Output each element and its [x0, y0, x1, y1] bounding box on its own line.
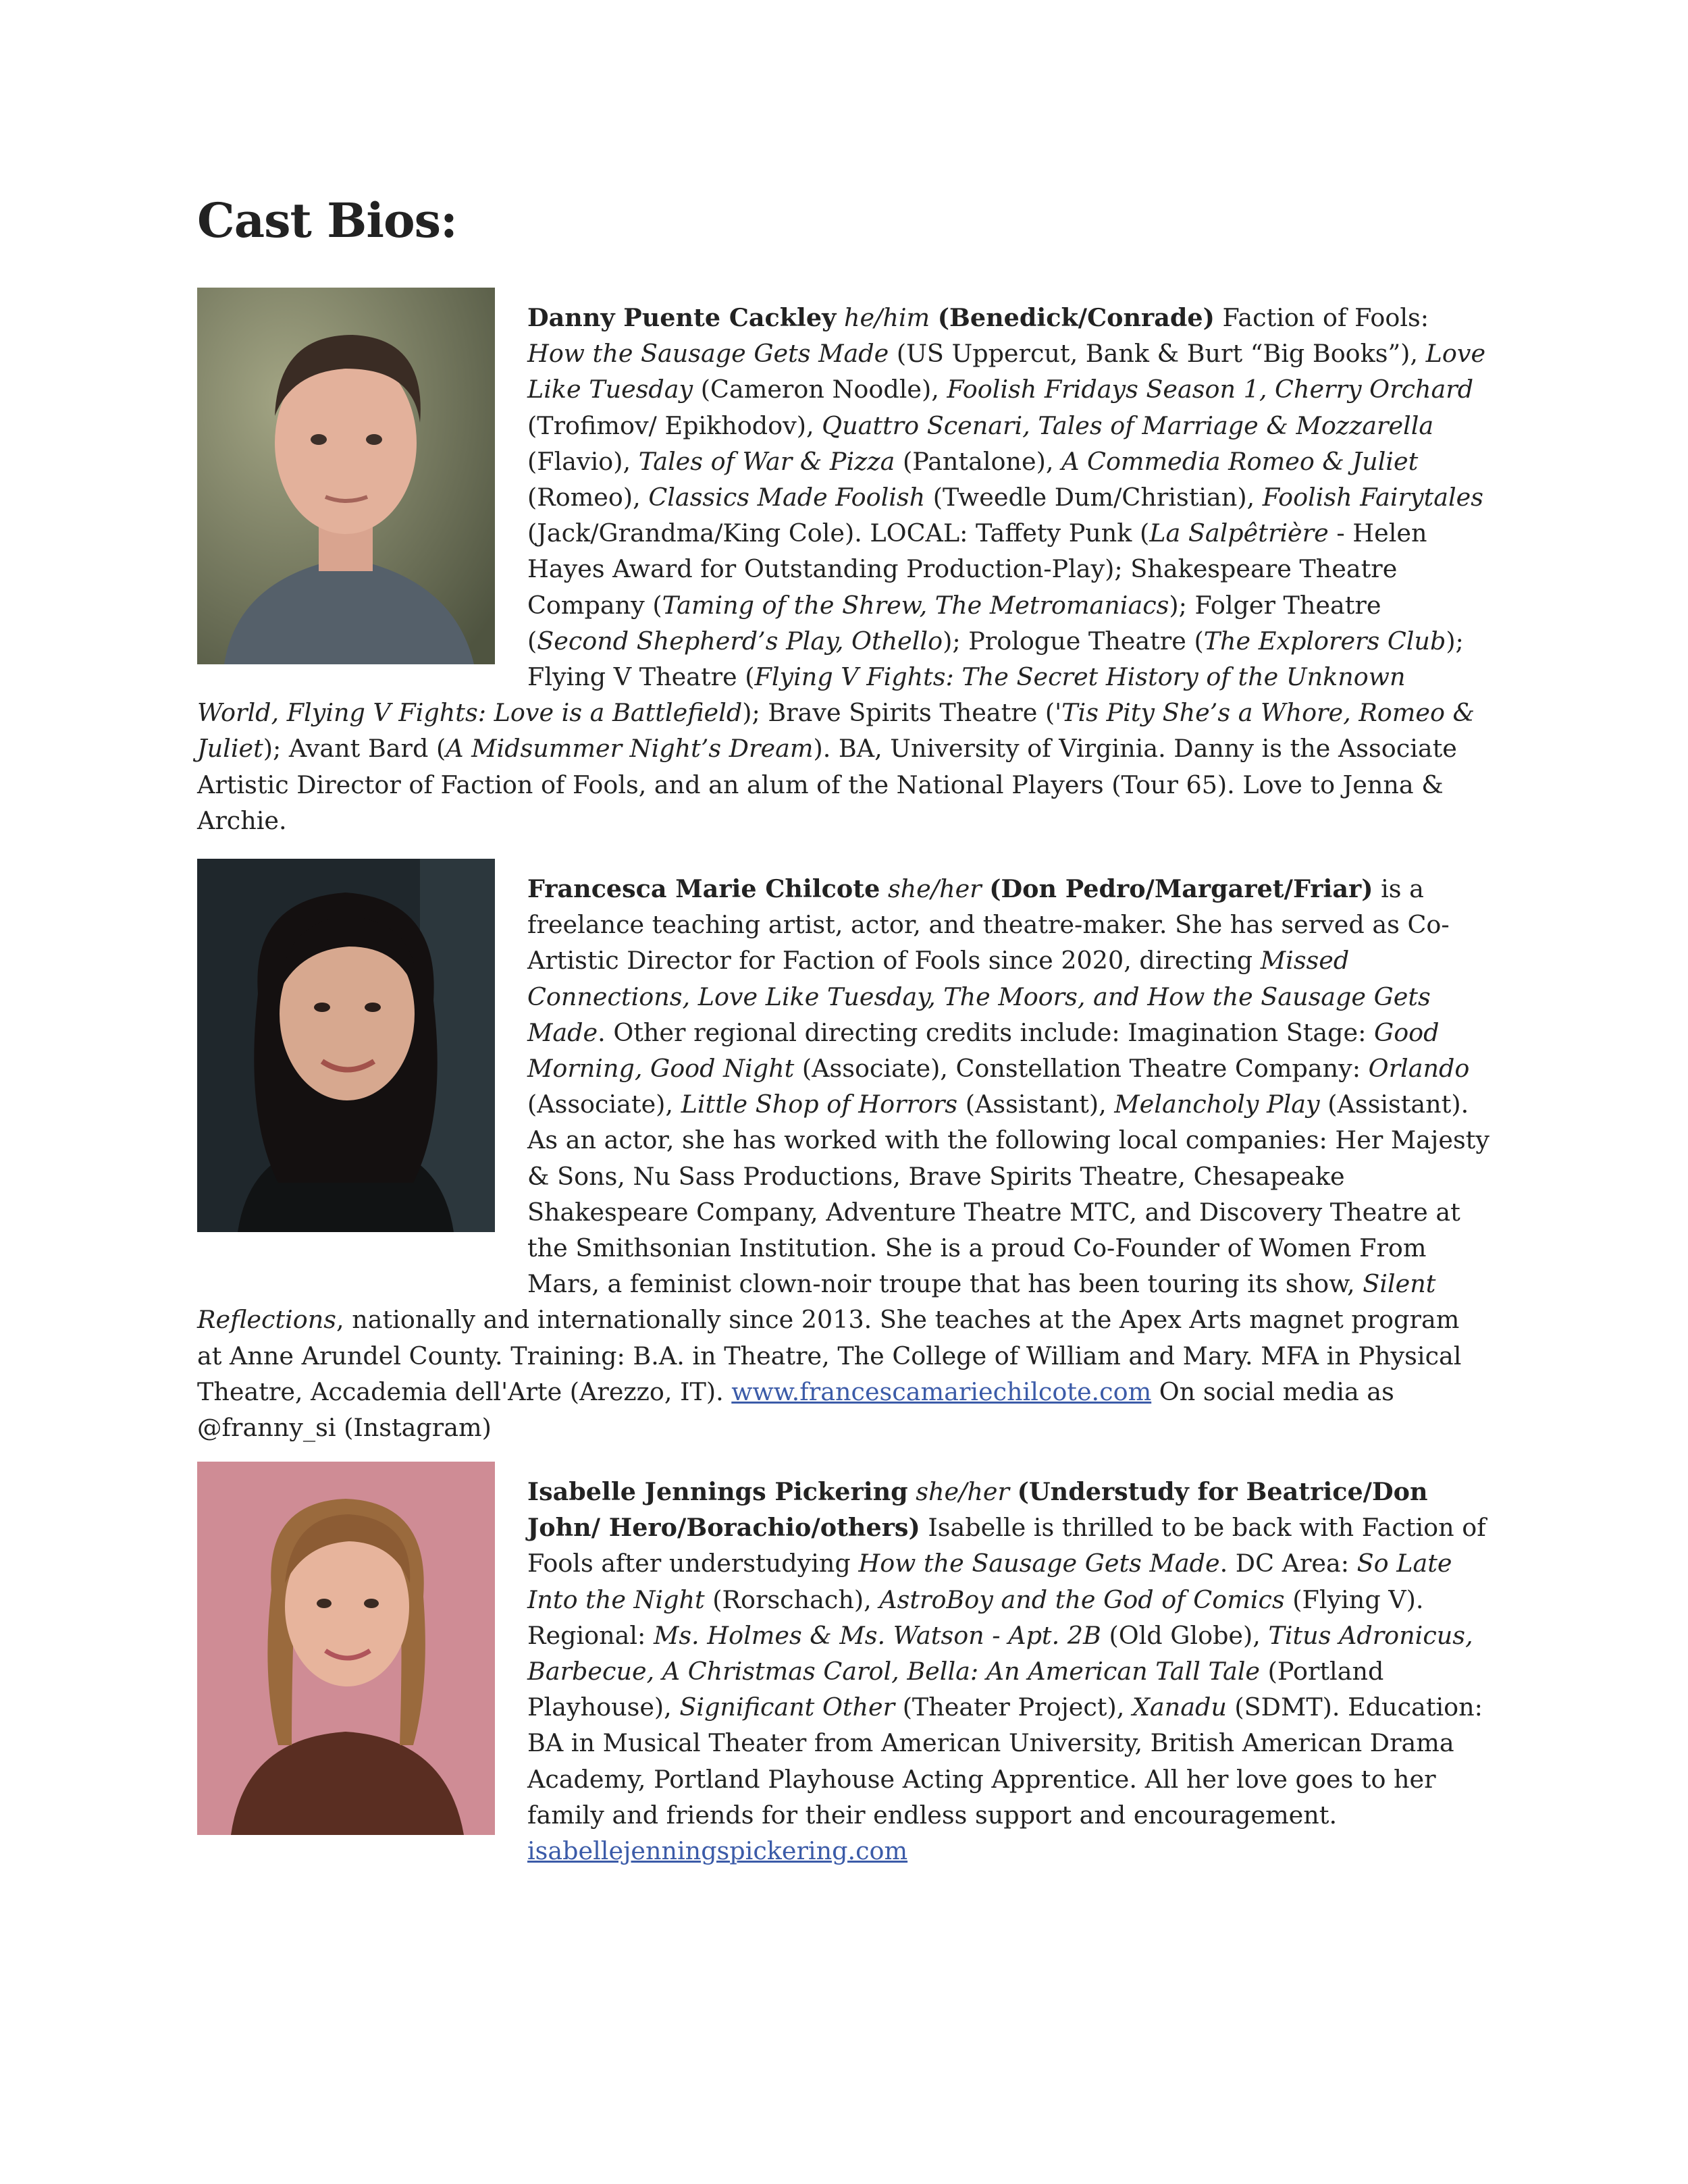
- headshot-illustration-isabelle: [197, 1462, 495, 1835]
- bio-text-run: (Flavio),: [527, 446, 639, 476]
- cast-role: (Don Pedro/Margaret/Friar): [989, 874, 1373, 903]
- production-title: Quattro Scenari, Tales of Marriage & Mozzarella: [822, 410, 1434, 440]
- production-title: Love Like Tuesday: [527, 339, 1486, 404]
- bio-text-run: is a freelance teaching artist, actor, and theatre-maker. She has served as Co-Artistic Director for Faction of Fools since 2020, directing: [527, 874, 1450, 976]
- bio-text-run: ). BA, University of Virginia. Danny is the Associate Artistic Director of Faction of Fools, and an alum of the National Players (Tour 65). Love to Jenna & Archie.: [197, 734, 1457, 835]
- website-link[interactable]: isabellejenningspickering.com: [527, 1836, 908, 1866]
- headshot-photo-danny: [197, 288, 495, 664]
- production-title: Silent Reflections: [197, 1269, 1436, 1335]
- cast-name: Isabelle Jennings Pickering: [527, 1477, 908, 1506]
- bio-text-run: (Theater Project),: [895, 1693, 1132, 1722]
- production-title: Significant Other: [679, 1693, 895, 1722]
- production-title: Flying V Fights: The Secret History of the Unknown World, Flying V Fights: Love is a Battlefield: [197, 662, 1406, 728]
- production-title: Good Morning, Good Night: [527, 1017, 1440, 1084]
- cast-name: Francesca Marie Chilcote: [527, 874, 880, 903]
- production-title: Little Shop of Horrors: [681, 1090, 958, 1119]
- bio-text-run: (SDMT). Education: BA in Musical Theater from American University, British American Drama Academy, Portland Playhouse Acting Apprentice. All her love goes to her family and friends for their endless support and encouragement.: [527, 1693, 1483, 1830]
- bio-text-run: (Portland Playhouse),: [527, 1657, 1384, 1722]
- bio-text-run: (Pantalone),: [895, 446, 1062, 476]
- production-title: 'Tis Pity She’s a Whore, Romeo & Juliet: [197, 698, 1475, 764]
- bio-text-run: (Trofimov/ Epikhodov),: [527, 410, 822, 440]
- bio-text-run: On social media as @franny_si (Instagram): [197, 1377, 1394, 1443]
- bio-text-run: - Helen Hayes Award for Outstanding Production-Play); Shakespeare Theatre Company (: [527, 518, 1427, 620]
- website-link[interactable]: www.francescamariechilcote.com: [731, 1377, 1152, 1406]
- production-title: Tales of War & Pizza: [638, 446, 895, 476]
- bio-text-run: ); Flying V Theatre (: [527, 626, 1464, 692]
- headshot-photo-isabelle: [197, 1462, 495, 1835]
- cast-role: (Benedick/Conrade): [937, 303, 1215, 332]
- production-title: How the Sausage Gets Made: [527, 339, 889, 369]
- production-title: Melancholy Play: [1114, 1090, 1320, 1119]
- bio-isabelle: [197, 1474, 1489, 1869]
- production-title: Ms. Holmes & Ms. Watson - Apt. 2B: [653, 1620, 1101, 1650]
- bio-text-run: (Assistant). As an actor, she has worked with the following local companies: Her Majesty & Sons, Nu Sass Productions, Brave Spirits Theatre, Chesapeake Shakespeare Company, Adventure Theatre MTC, and Discovery Theatre at the Smithsonian Institution. She is a proud Co-Founder of Women From Mars, a feminist clown-noir troupe that has been touring its show,: [527, 1090, 1489, 1299]
- bio-text-run: ); Folger Theatre (: [527, 590, 1381, 656]
- production-title: A Commedia Romeo & Juliet: [1061, 446, 1419, 476]
- bio-body: [527, 1513, 1486, 1865]
- bio-text-run: (Assistant),: [957, 1090, 1115, 1119]
- production-title: Second Shepherd’s Play, Othello: [537, 626, 943, 656]
- production-title: Foolish Fairytales: [1262, 483, 1484, 512]
- production-title: Classics Made Foolish: [648, 483, 926, 512]
- production-title: Xanadu: [1132, 1693, 1227, 1722]
- production-title: Foolish Fridays Season 1, Cherry Orchard: [947, 375, 1474, 404]
- bio-text-run: . DC Area:: [1219, 1549, 1357, 1578]
- cast-name: Danny Puente Cackley: [527, 303, 837, 332]
- production-title: A Midsummer Night’s Dream: [446, 734, 814, 764]
- production-title: So Late Into the Night: [527, 1549, 1452, 1614]
- bio-text-run: (US Uppercut, Bank & Burt “Big Books”),: [889, 339, 1426, 369]
- bio-text-run: (Cameron Noodle),: [693, 375, 947, 404]
- bio-text-run: (Jack/Grandma/King Cole). LOCAL: Taffety Punk (: [527, 518, 1150, 548]
- bio-text-run: (Rorschach),: [704, 1584, 880, 1614]
- bio-text-run: (Flying V). Regional:: [527, 1584, 1424, 1650]
- cast-role: (Understudy for Beatrice/Don John/ Hero/Borachio/others): [527, 1477, 1428, 1543]
- bio-text-run: Faction of Fools:: [1214, 303, 1429, 332]
- production-title: AstroBoy and the God of Comics: [879, 1584, 1285, 1614]
- pronouns: she/her: [916, 1477, 1009, 1506]
- bio-text-run: . Other regional directing credits include: Imagination Stage:: [598, 1017, 1375, 1047]
- bio-text-run: Isabelle is thrilled to be back with Faction of Fools after understudying: [527, 1513, 1486, 1578]
- production-title: Missed Connections, Love Like Tuesday, The Moors, and How the Sausage Gets Made: [527, 946, 1431, 1047]
- bio-text-run: (Old Globe),: [1101, 1620, 1269, 1650]
- production-title: Taming of the Shrew, The Metromaniacs: [662, 590, 1169, 620]
- bio-text-run: , nationally and internationally since 2013. She teaches at the Apex Arts magnet program at Anne Arundel County. Training: B.A. in Theatre, The College of William and Mary. MFA in Physical Theatre, Accademia dell'Arte (Arezzo, IT).: [197, 1305, 1462, 1406]
- bio-text-run: ); Avant Bard (: [263, 734, 446, 764]
- bio-text-run: ); Prologue Theatre (: [943, 626, 1204, 656]
- headshot-illustration-francesca: [197, 859, 495, 1232]
- bio-francesca: [197, 871, 1489, 1445]
- bio-text-run: (Associate),: [527, 1090, 681, 1119]
- page-title: Cast Bios:: [197, 192, 457, 248]
- bio-text-run: ); Brave Spirits Theatre (: [742, 698, 1055, 728]
- headshot-photo-francesca: [197, 859, 495, 1232]
- production-title: Titus Adronicus, Barbecue, A Christmas Carol, Bella: An American Tall Tale: [527, 1620, 1473, 1686]
- bio-text-run: (Romeo),: [527, 483, 649, 512]
- bio-danny: [197, 300, 1489, 838]
- bio-text-run: (Associate), Constellation Theatre Company:: [794, 1054, 1369, 1084]
- production-title: Orlando: [1368, 1054, 1470, 1084]
- pronouns: she/her: [887, 874, 982, 903]
- headshot-illustration-danny: [197, 288, 495, 664]
- production-title: La Salpêtrière: [1149, 518, 1329, 548]
- production-title: The Explorers Club: [1203, 626, 1446, 656]
- pronouns: he/him: [843, 303, 930, 332]
- production-title: How the Sausage Gets Made: [858, 1549, 1220, 1578]
- bio-text-run: (Tweedle Dum/Christian),: [925, 483, 1263, 512]
